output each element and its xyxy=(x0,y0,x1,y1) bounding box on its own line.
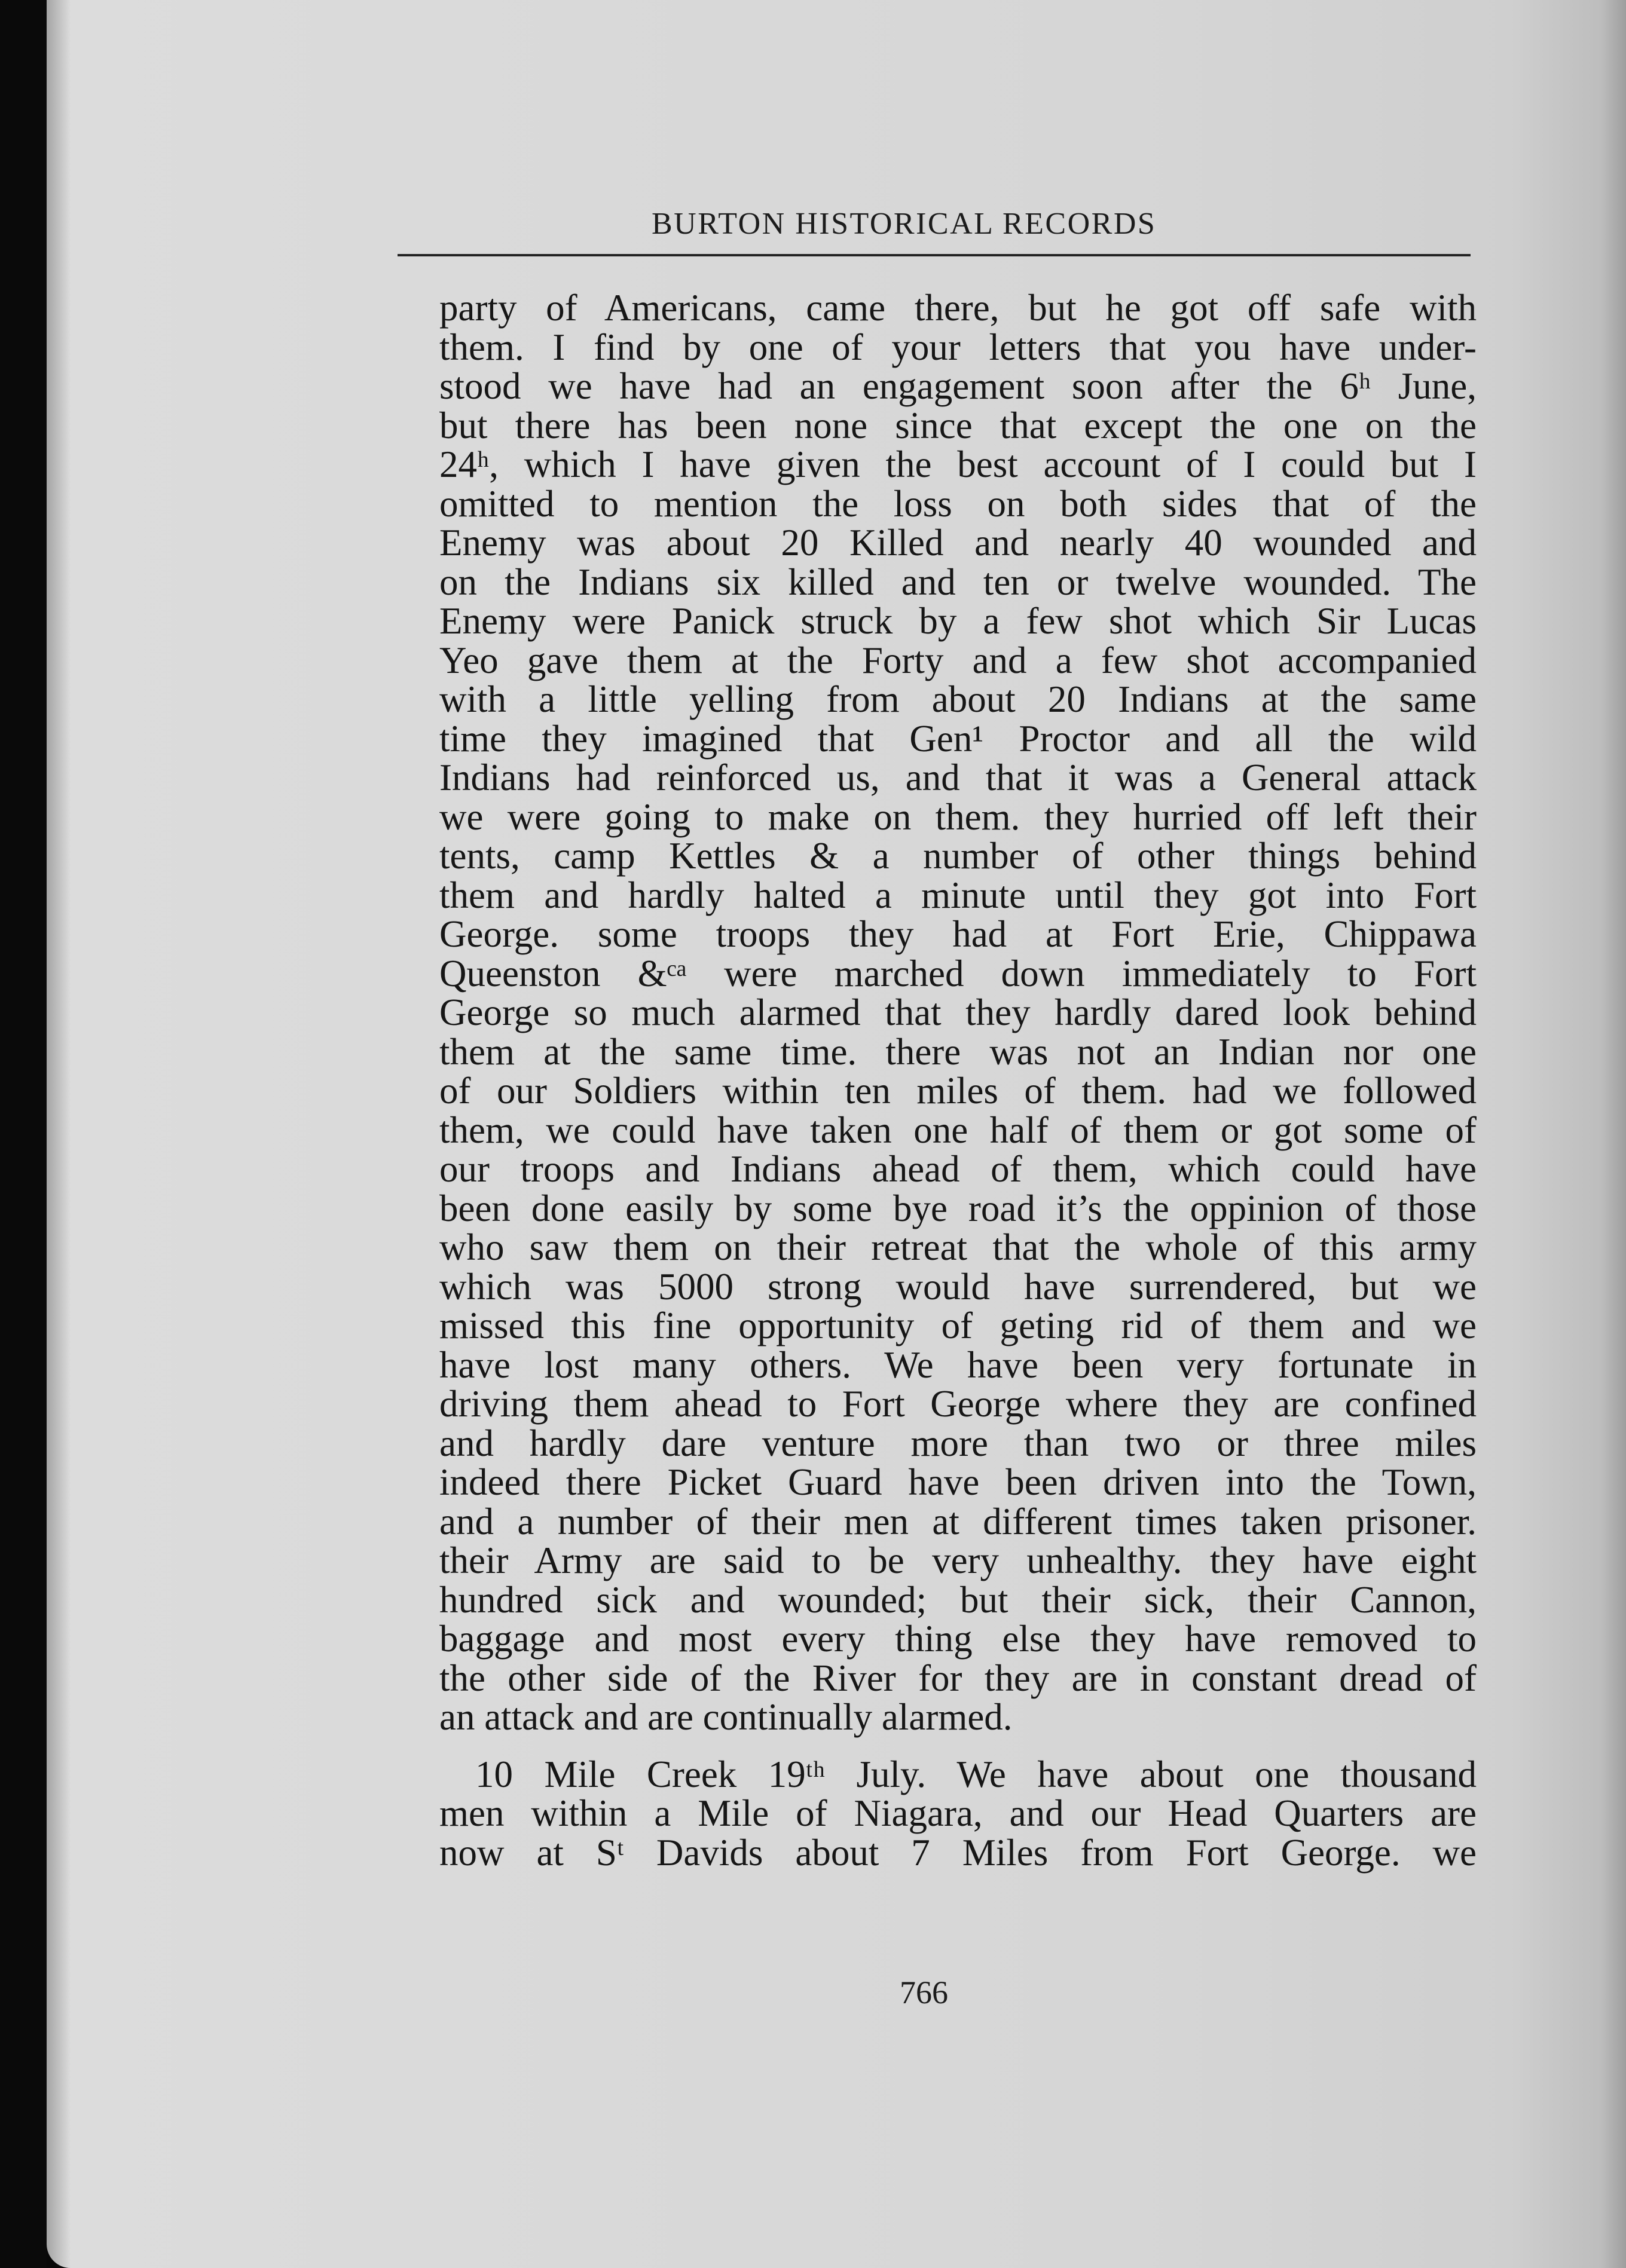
text-line: George so much alarmed that they hardly dared look behind xyxy=(439,991,1477,1033)
text-line: them, we could have taken one half of them or got some of xyxy=(439,1109,1477,1151)
text-line: them at the same time. there was not an Indian nor one xyxy=(439,1030,1477,1073)
text-line: but there has been none since that except the one on the xyxy=(439,404,1477,446)
text-line: we were going to make on them. they hurried off left their xyxy=(439,795,1477,838)
text-line: been done easily by some bye road it’s the oppinion of those xyxy=(439,1187,1477,1229)
text-line: Queenston &ᶜᵃ were marched down immediately to Fort xyxy=(439,952,1477,994)
header-rule xyxy=(398,254,1471,256)
text-line: tents, camp Kettles & a number of other things behind xyxy=(439,835,1477,877)
text-line: the other side of the River for they are in constant dread of xyxy=(439,1657,1477,1699)
text-line: them and hardly halted a minute until they got into Fort xyxy=(439,874,1477,916)
text-line: Enemy was about 20 Killed and nearly 40 wounded and xyxy=(439,522,1477,564)
text-line: driving them ahead to Fort George where they are confined xyxy=(439,1383,1477,1425)
text-line: Enemy were Panick struck by a few shot which Sir Lucas xyxy=(439,600,1477,642)
text-line: of our Soldiers within ten miles of them. had we followed xyxy=(439,1070,1477,1112)
paragraph-gap xyxy=(439,1737,1477,1755)
running-head: BURTON HISTORICAL RECORDS xyxy=(652,207,1157,241)
text-line: which was 5000 strong would have surrendered, but we xyxy=(439,1265,1477,1308)
paragraph xyxy=(439,1755,1477,1873)
text-line: indeed there Picket Guard have been driven into the Town, xyxy=(439,1461,1477,1503)
body-text xyxy=(439,289,1477,1872)
text-line: Indians had reinforced us, and that it was a General attack xyxy=(439,757,1477,798)
text-line: party of Americans, came there, but he got off safe with xyxy=(439,287,1477,329)
text-line: hundred sick and wounded; but their sick, their Cannon, xyxy=(439,1578,1477,1621)
text-line: time they imagined that Gen¹ Proctor and all the wild xyxy=(439,717,1477,760)
text-line: who saw them on their retreat that the whole of this army xyxy=(439,1226,1477,1268)
text-line: and a number of their men at different times taken prisoner. xyxy=(439,1500,1477,1542)
text-line: now at Sᵗ Davids about 7 Miles from Fort George. we xyxy=(439,1831,1477,1874)
text-line: our troops and Indians ahead of them, which could have xyxy=(439,1148,1477,1190)
text-line: baggage and most every thing else they have removed to xyxy=(439,1618,1477,1660)
text-line: 24ʰ, which I have given the best account of I could but I xyxy=(439,443,1477,485)
text-line: omitted to mention the loss on both sides that of the xyxy=(439,482,1477,525)
text-line: them. I find by one of your letters that you have under- xyxy=(439,326,1477,368)
text-line: have lost many others. We have been very fortunate in xyxy=(439,1343,1477,1386)
text-line: missed this fine opportunity of geting rid of them and we xyxy=(439,1305,1477,1346)
text-line: and hardly dare venture more than two or three miles xyxy=(439,1422,1477,1464)
paragraph xyxy=(439,289,1477,1737)
text-line: their Army are said to be very unhealthy. they have eight xyxy=(439,1539,1477,1581)
text-line: on the Indians six killed and ten or twelve wounded. The xyxy=(439,561,1477,603)
text-line: stood we have had an engagement soon after the 6ʰ June, xyxy=(439,365,1477,407)
text-line: George. some troops they had at Fort Erie, Chippawa xyxy=(439,913,1477,955)
page-number: 766 xyxy=(900,1975,948,2010)
text-line: Yeo gave them at the Forty and a few shot accompanied xyxy=(439,639,1477,681)
text-line: men within a Mile of Niagara, and our Head Quarters are xyxy=(439,1792,1477,1834)
text-line: an attack and are continually alarmed. xyxy=(439,1696,1013,1738)
text-line: 10 Mile Creek 19ᵗʰ July. We have about one thousand xyxy=(475,1753,1477,1795)
text-line: with a little yelling from about 20 Indians at the same xyxy=(439,678,1477,720)
